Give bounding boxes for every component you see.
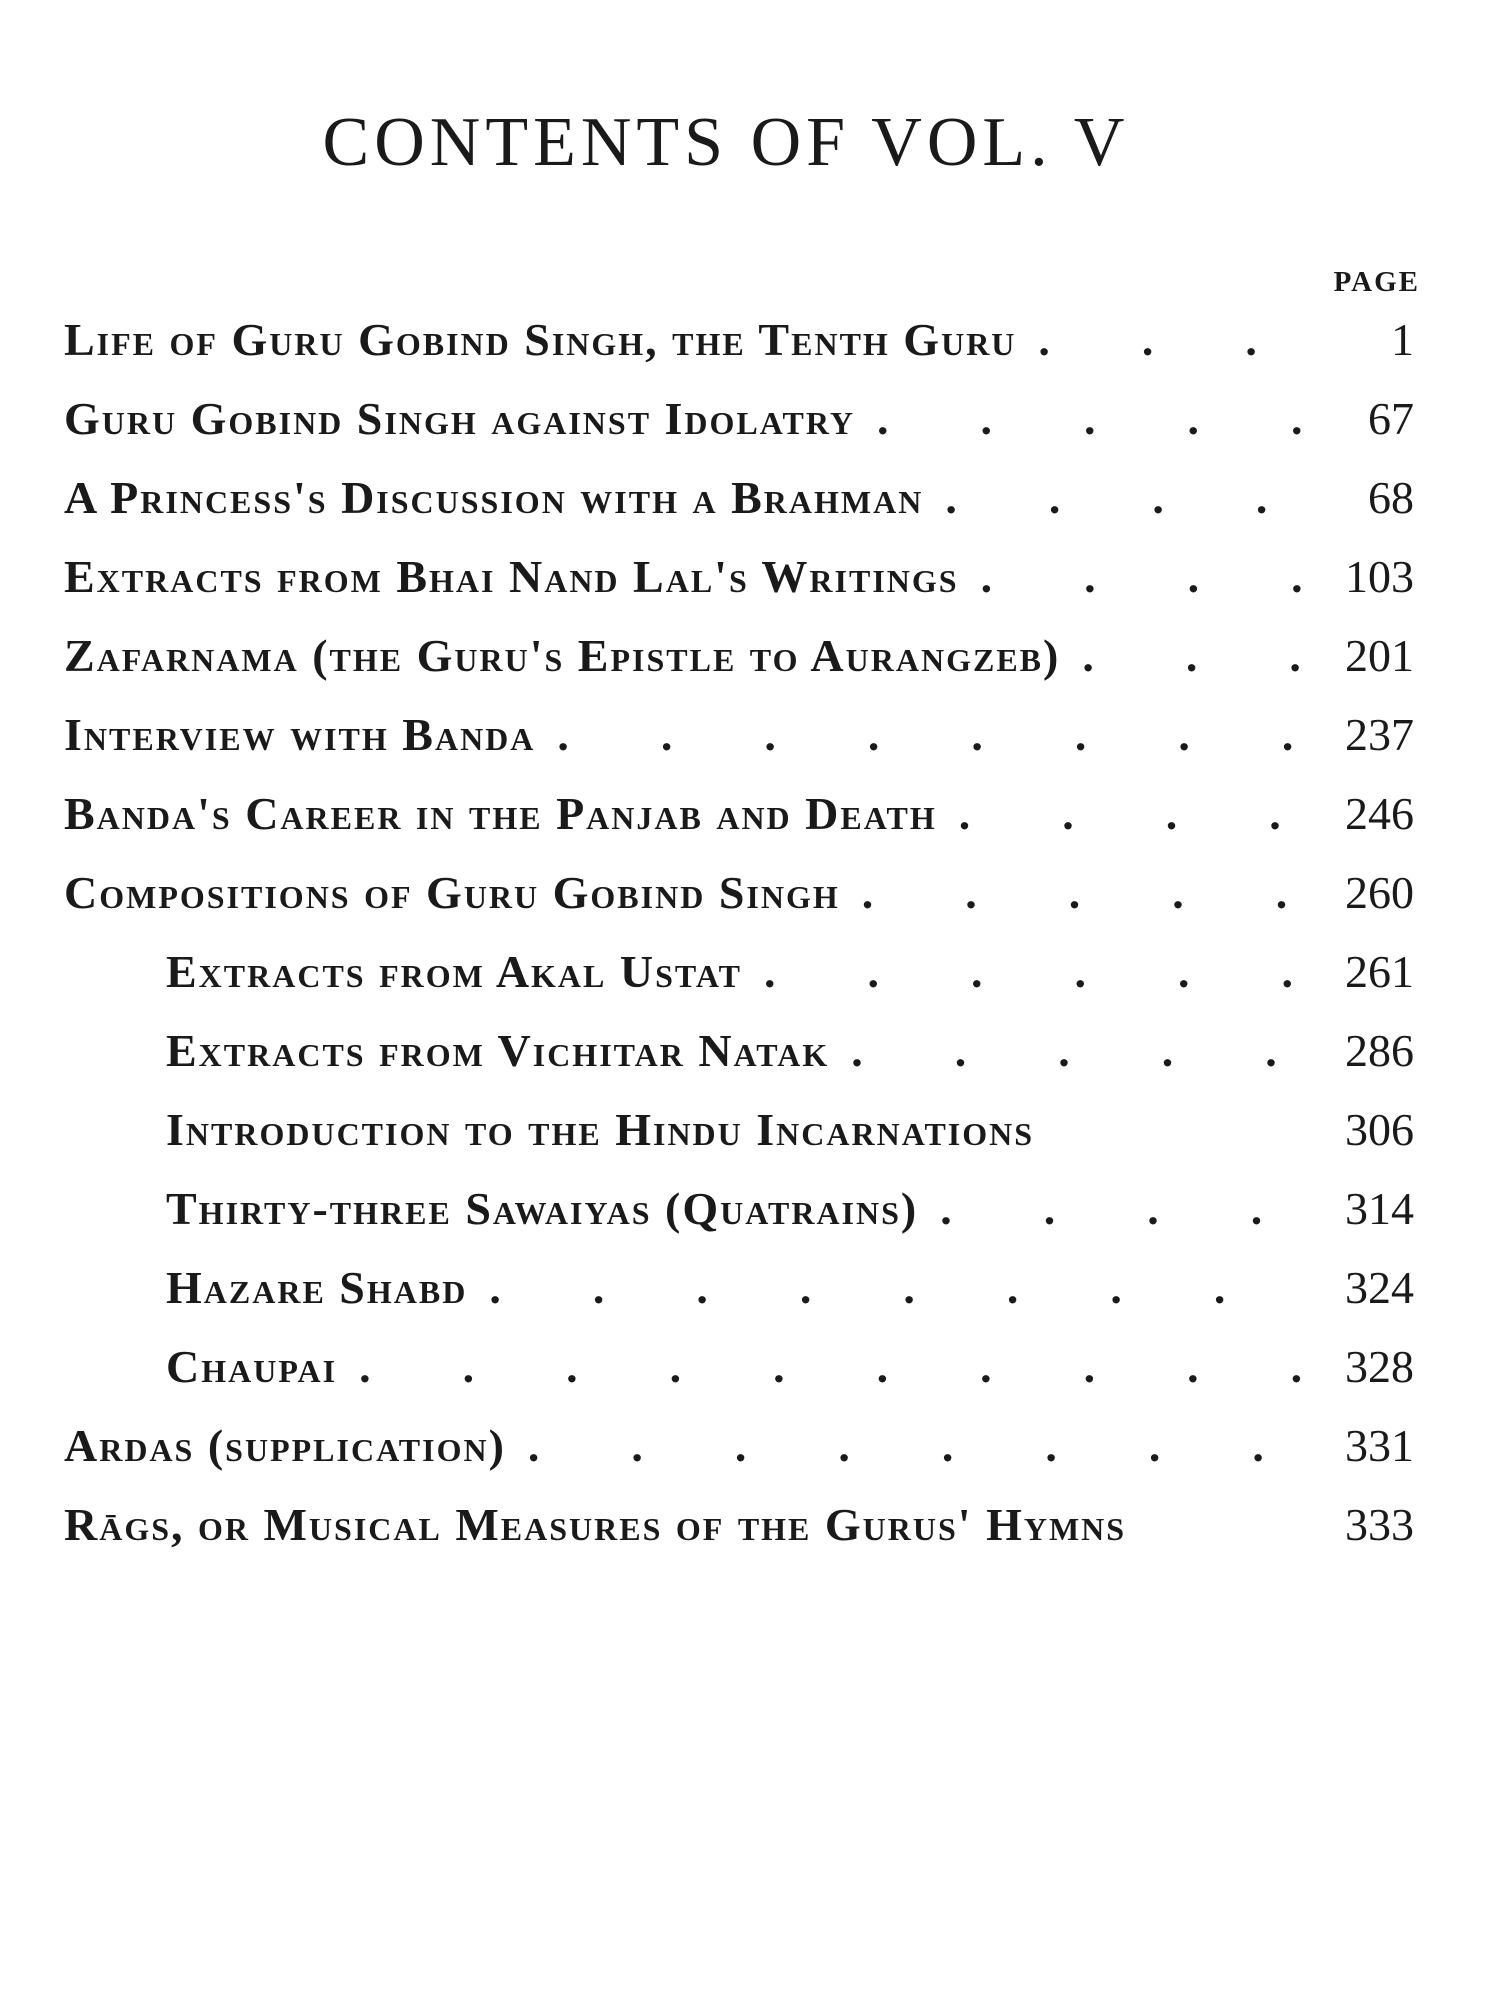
toc-entry-title: Banda's Career in the Panjab and Death	[64, 788, 937, 839]
dot-leader	[981, 537, 1306, 616]
page-title: CONTENTS OF VOL. V	[322, 104, 1130, 181]
toc-subentry	[64, 1169, 1414, 1248]
toc-entry-page: 286	[1345, 1025, 1414, 1076]
toc-entry-title: Introduction to the Hindu Incarnations	[166, 1104, 1035, 1155]
toc-entry-title: Interview with Banda	[64, 709, 536, 760]
dot-leader	[489, 1248, 1306, 1327]
toc-entry	[64, 379, 1414, 458]
toc-entry	[64, 695, 1414, 774]
dot-leader	[528, 1406, 1306, 1485]
toc-entry-title: Life of Guru Gobind Singh, the Tenth Guru	[64, 314, 1017, 365]
toc-entry-page: 246	[1345, 788, 1414, 839]
table-of-contents	[64, 300, 1414, 1564]
toc-entry-page: 67	[1368, 393, 1414, 444]
toc-entry	[64, 853, 1414, 932]
dot-leader	[557, 695, 1306, 774]
dot-leader	[359, 1327, 1306, 1406]
dot-leader	[1038, 300, 1306, 379]
dot-leader	[1056, 1090, 1306, 1169]
toc-entry-page: 261	[1345, 946, 1414, 997]
toc-entry-title: Guru Gobind Singh against Idolatry	[64, 393, 855, 444]
toc-entry-page: 237	[1345, 709, 1414, 760]
toc-entry-page: 324	[1345, 1262, 1414, 1313]
dot-leader	[851, 1011, 1306, 1090]
toc-entry-title: Compositions of Guru Gobind Singh	[64, 867, 840, 918]
dot-leader	[959, 774, 1306, 853]
toc-entry-title: A Princess's Discussion with a Brahman	[64, 472, 924, 523]
toc-entry-page: 333	[1345, 1499, 1414, 1550]
dot-leader	[1082, 616, 1306, 695]
toc-entry	[64, 537, 1414, 616]
toc-entry-page: 1	[1391, 314, 1414, 365]
toc-entry	[64, 300, 1414, 379]
toc-entry-title: Hazare Shabd	[166, 1262, 468, 1313]
toc-entry-title: Ardas (supplication)	[64, 1420, 506, 1471]
toc-entry-title: Zafarnama (the Guru's Epistle to Aurangzeb)	[64, 630, 1061, 681]
dot-leader	[940, 1169, 1306, 1248]
toc-entry-title: Extracts from Bhai Nand Lal's Writings	[64, 551, 959, 602]
toc-entry-page: 68	[1368, 472, 1414, 523]
toc-entry-page: 306	[1345, 1104, 1414, 1155]
toc-subentry	[64, 1011, 1414, 1090]
dot-leader	[877, 379, 1306, 458]
toc-subentry	[64, 932, 1414, 1011]
toc-entry	[64, 1485, 1414, 1564]
toc-subentry	[64, 1090, 1414, 1169]
dot-leader	[945, 458, 1306, 537]
toc-subentry	[64, 1248, 1414, 1327]
toc-subentry	[64, 1327, 1414, 1406]
toc-entry	[64, 774, 1414, 853]
toc-entry-page: 331	[1345, 1420, 1414, 1471]
page-column-heading: PAGE	[1333, 266, 1420, 298]
toc-entry-page: 103	[1345, 551, 1414, 602]
toc-entry-page: 260	[1345, 867, 1414, 918]
toc-entry-page: 201	[1345, 630, 1414, 681]
toc-entry-page: 328	[1345, 1341, 1414, 1392]
toc-entry	[64, 1406, 1414, 1485]
toc-entry-page: 314	[1345, 1183, 1414, 1234]
dot-leader	[764, 932, 1306, 1011]
dot-leader	[862, 853, 1306, 932]
toc-entry-title: Extracts from Vichitar Natak	[166, 1025, 830, 1076]
toc-entry-title: Extracts from Akal Ustat	[166, 946, 742, 997]
toc-entry-title: Chaupai	[166, 1341, 338, 1392]
toc-entry	[64, 616, 1414, 695]
toc-entry-title: Thirty-three Sawaiyas (Quatrains)	[166, 1183, 919, 1234]
toc-entry	[64, 458, 1414, 537]
dot-leader	[1148, 1485, 1306, 1564]
toc-entry-title: Rāgs, or Musical Measures of the Gurus' Hymns	[64, 1499, 1127, 1550]
